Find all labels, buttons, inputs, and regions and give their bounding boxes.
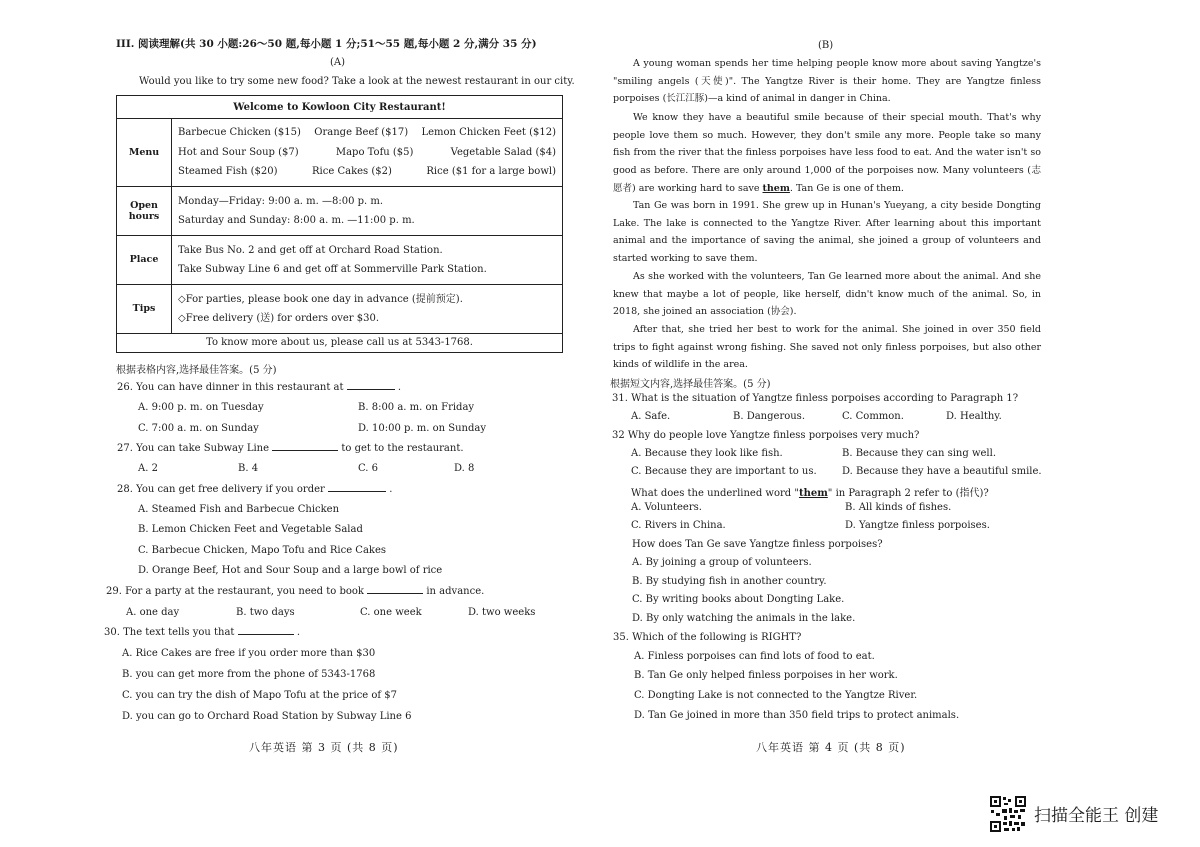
- passage-a-intro: Would you like to try some new food? Take a look at the newest restaurant in our city.: [139, 76, 575, 87]
- question-32: 32 Why do people love Yangtze finless porpoises very much?: [612, 430, 920, 441]
- part-b-label: (B): [818, 40, 834, 51]
- option: A. Safe.: [631, 411, 671, 422]
- option: C. By writing books about Dongting Lake.: [632, 594, 845, 605]
- option: B. Tan Ge only helped finless porpoises in her work.: [634, 670, 898, 681]
- paragraph-2-text: We know they have a beautiful smile because of their special mouth. That's why people love them so much. However, they don't smile any more. People take so many fish from the river that the finless porpoises have less food to eat. And the water isn't so good as before. There are only around 1,000 of the porpoises now. Many volunteers (志愿者) are working hard to save: [613, 112, 1041, 194]
- open-hours-line: Saturday and Sunday: 8:00 a. m. —11:00 p. m.: [178, 214, 415, 226]
- question-stem: 29. For a party at the restaurant, you need to book: [106, 586, 364, 597]
- paragraph-3: Tan Ge was born in 1991. She grew up in Hunan's Yueyang, a city beside Dongting Lake. The lake is connected to the Yangtze River. After learning about this important animal and the importance of saving the animal, she joined a group of volunteers and started working to save them.: [613, 200, 1041, 265]
- table-header: Welcome to Kowloon City Restaurant!: [117, 96, 563, 119]
- option: B. 4: [238, 463, 259, 474]
- paragraph-2: [613, 109, 1041, 198]
- question-tail: .: [397, 382, 402, 393]
- place-line: Take Bus No. 2 and get off at Orchard Road Station.: [178, 244, 443, 256]
- option: D. Because they have a beautiful smile.: [842, 466, 1042, 477]
- option: B. Lemon Chicken Feet and Vegetable Salad: [138, 524, 363, 535]
- menu-item: Rice Cakes ($2): [312, 166, 392, 177]
- question-tail: .: [296, 627, 300, 638]
- option: B. 8:00 a. m. on Friday: [358, 402, 475, 413]
- option: C. you can try the dish of Mapo Tofu at the price of $7: [122, 690, 398, 701]
- option: A. Rice Cakes are free if you order more than $30: [122, 648, 376, 659]
- option: B. two days: [236, 607, 295, 618]
- option: A. Steamed Fish and Barbecue Chicken: [138, 504, 340, 515]
- question-tail: to get to the restaurant.: [341, 443, 464, 454]
- option: D. you can go to Orchard Road Station by Subway Line 6: [122, 711, 412, 722]
- option: B. All kinds of fishes.: [845, 502, 952, 513]
- question-tail: in advance.: [426, 586, 485, 597]
- option: D. By only watching the animals in the lake.: [632, 613, 856, 624]
- table-footer: To know more about us, please call us at 5343-1768.: [117, 333, 563, 352]
- question-stem: 28. You can get free delivery if you order: [117, 484, 325, 495]
- option: C. Common.: [842, 411, 904, 422]
- open-label-line: hours: [128, 210, 160, 222]
- section-a-instruction: 根据表格内容,选择最佳答案。(5 分): [116, 365, 277, 376]
- tips-line: ◇Free delivery (送) for orders over $30.: [178, 312, 380, 324]
- option: A. 9:00 p. m. on Tuesday: [138, 402, 264, 413]
- option: A. one day: [126, 607, 180, 618]
- paragraph-5: After that, she tried her best to work for the animal. She joined in over 350 field trips to fight against wrong fishing. She saved not only finless porpoises, but also other kinds of wildlife in the area.: [613, 324, 1041, 371]
- menu-item: Barbecue Chicken ($15): [178, 127, 301, 138]
- option: C. 6: [358, 463, 379, 474]
- qr-code-icon: [989, 795, 1027, 833]
- watermark-text: 扫描全能王 创建: [1034, 806, 1159, 826]
- question-stem: 30. The text tells you that: [104, 627, 235, 638]
- open-label-line: Open: [130, 199, 158, 211]
- menu-item: Hot and Sour Soup ($7): [178, 146, 299, 158]
- question-31: 31. What is the situation of Yangtze finless porpoises according to Paragraph 1?: [612, 393, 1019, 404]
- option: C. Rivers in China.: [631, 520, 726, 531]
- question-34: How does Tan Ge save Yangtze finless porpoises?: [632, 539, 883, 550]
- option: D. Orange Beef, Hot and Sour Soup and a large bowl of rice: [138, 565, 443, 576]
- menu-item: Mapo Tofu ($5): [335, 146, 414, 158]
- option: D. 8: [454, 463, 475, 474]
- open-hours-line: Monday—Friday: 9:00 a. m. —8:00 p. m.: [178, 195, 384, 207]
- page-footer-right: 八年英语 第 4 页 (共 8 页): [756, 741, 906, 754]
- paragraph-4: As she worked with the volunteers, Tan Ge learned more about the animal. And she knew that maybe a lot of people, like herself, didn't know much of the animal. So, in 2018, she joined an association (协会).: [613, 271, 1041, 318]
- option: D. Healthy.: [946, 411, 1002, 422]
- option: C. one week: [360, 607, 422, 618]
- menu-item: Orange Beef ($17): [314, 127, 409, 138]
- menu-item: Rice ($1 for a large bowl): [426, 166, 556, 177]
- paragraph-2-text-end: . Tan Ge is one of them.: [789, 182, 904, 194]
- tips-label: Tips: [117, 284, 172, 333]
- question-stem: What does the underlined word ": [631, 488, 799, 499]
- question-underlined-word: them: [798, 488, 828, 499]
- option: A. 2: [138, 463, 158, 474]
- section-b-instruction: 根据短文内容,选择最佳答案。(5 分): [610, 379, 771, 390]
- place-line: Take Subway Line 6 and get off at Sommerville Park Station.: [178, 263, 487, 275]
- option: D. Tan Ge joined in more than 350 field trips to protect animals.: [634, 710, 960, 721]
- question-35: 35. Which of the following is RIGHT?: [613, 632, 802, 643]
- place-label: Place: [117, 235, 172, 284]
- option: A. Finless porpoises can find lots of food to eat.: [634, 651, 875, 662]
- part-a-label: (A): [330, 57, 346, 68]
- option: B. Dangerous.: [733, 411, 805, 422]
- question-33: [631, 484, 989, 499]
- option: B. Because they can sing well.: [842, 448, 996, 459]
- option: C. Dongting Lake is not connected to the Yangtze River.: [634, 690, 918, 701]
- menu-item: Steamed Fish ($20): [178, 166, 278, 177]
- question-tail: .: [389, 484, 393, 495]
- option: A. Volunteers.: [631, 502, 702, 513]
- page-footer-left: 八年英语 第 3 页 (共 8 页): [249, 741, 399, 754]
- option: B. By studying fish in another country.: [632, 576, 827, 587]
- paragraph-1: A young woman spends her time helping people know more about saving Yangtze's "smiling angels (天使)". The Yangtze River is their home. They are Yangtze finless porpoises (长江江豚)—a kind of animal in danger in China.: [613, 58, 1041, 105]
- question-stem-end: " in Paragraph 2 refer to (指代)?: [827, 488, 989, 499]
- option: A. Because they look like fish.: [631, 448, 783, 459]
- option: D. 10:00 p. m. on Sunday: [358, 423, 486, 434]
- option: D. two weeks: [468, 607, 536, 618]
- option: C. 7:00 a. m. on Sunday: [138, 423, 259, 434]
- menu-item: Lemon Chicken Feet ($12): [421, 127, 556, 138]
- option: D. Yangtze finless porpoises.: [845, 520, 990, 531]
- tips-line: ◇For parties, please book one day in advance (提前预定).: [178, 293, 463, 305]
- option: C. Barbecue Chicken, Mapo Tofu and Rice Cakes: [138, 545, 387, 556]
- underlined-word-them: them: [762, 182, 790, 194]
- menu-label: Menu: [117, 119, 172, 187]
- question-stem: 27. You can take Subway Line: [117, 443, 270, 454]
- option: B. you can get more from the phone of 5343-1768: [122, 669, 376, 680]
- option: A. By joining a group of volunteers.: [632, 557, 812, 568]
- section-title: III. 阅读理解(共 30 小题:26～50 题,每小题 1 分;51～55 题,每小题 2 分,满分 35 分): [116, 38, 537, 50]
- question-stem: 26. You can have dinner in this restaurant at: [117, 382, 344, 393]
- option: C. Because they are important to us.: [631, 466, 817, 477]
- menu-item: Vegetable Salad ($4): [450, 146, 556, 158]
